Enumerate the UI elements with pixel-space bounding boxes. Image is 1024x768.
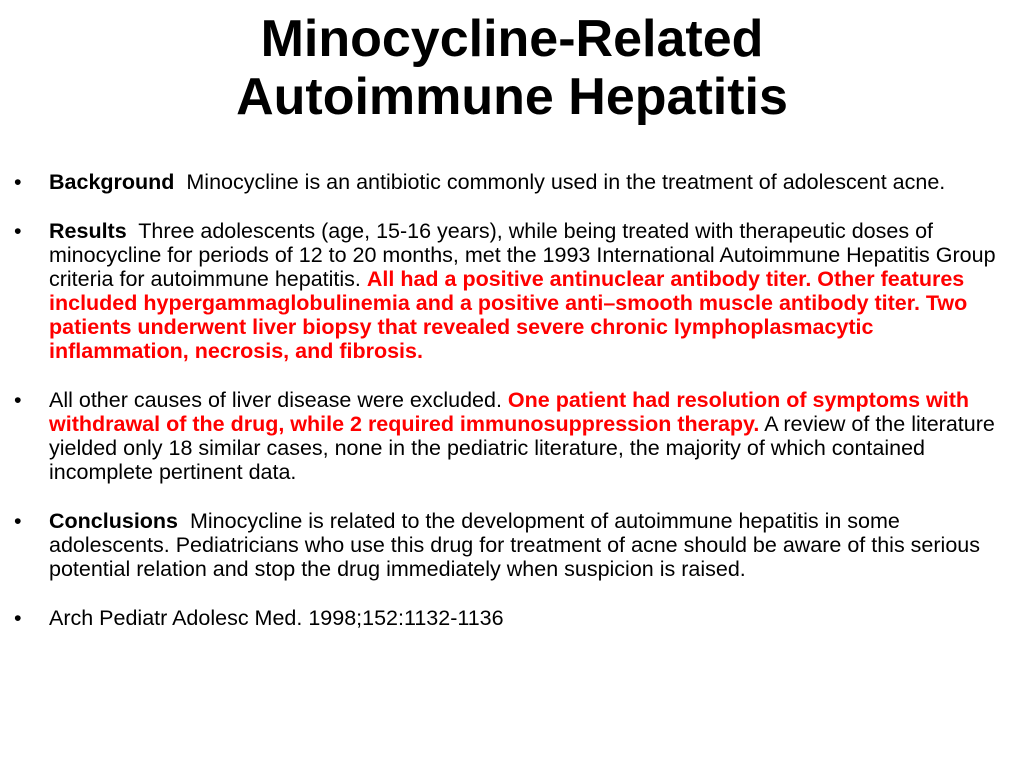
bullet-exclusion bbox=[0, 388, 1024, 484]
slide-title-line-2: Autoimmune Hepatitis bbox=[236, 68, 788, 126]
bullet-text: Three adolescents (age, 15-16 years), while being treated with therapeutic doses of minocycline for periods of 12 to 20 months, met the 1993 International Autoimmune Hepatitis Group criteria for autoimmune hepatitis. bbox=[49, 219, 996, 291]
citation-text: Arch Pediatr Adolesc Med. 1998;152:1132-1136 bbox=[49, 606, 504, 630]
bullet-conclusions bbox=[0, 509, 1024, 581]
bullet-text: Minocycline is an antibiotic commonly used in the treatment of adolescent acne. bbox=[186, 170, 946, 194]
bullet-highlight: All had a positive antinuclear antibody titer. Other features included hypergammaglobulinemia and a positive anti–smooth muscle antibody titer. Two patients underwent liver biopsy that revealed severe chronic lymphoplasmacytic inflammation, necrosis, and fibrosis. bbox=[49, 267, 968, 363]
bullet-results bbox=[0, 219, 1024, 363]
bullet-label: Conclusions bbox=[49, 509, 179, 533]
bullet-text: Minocycline is related to the development of autoimmune hepatitis in some adolescents. Pediatricians who use this drug for treatment of acne should be aware of this serious potential relation and stop the drug immediately when suspicion is raised. bbox=[49, 509, 980, 581]
bullet-label: Results bbox=[49, 219, 127, 243]
bullet-text-after: A review of the literature yielded only 18 similar cases, none in the pediatric literature, the majority of which contained incomplete pertinent data. bbox=[49, 412, 995, 484]
bullet-text: All other causes of liver disease were excluded. bbox=[49, 388, 502, 412]
bullet-label: Background bbox=[49, 170, 175, 194]
bullet-citation bbox=[0, 606, 1024, 630]
slide-title-line-1: Minocycline-Related bbox=[260, 10, 764, 68]
bullet-list bbox=[0, 170, 1024, 655]
slide-title bbox=[0, 10, 1024, 126]
bullet-background bbox=[0, 170, 1024, 194]
bullet-highlight: One patient had resolution of symptoms with withdrawal of the drug, while 2 required immunosuppression therapy. bbox=[49, 388, 970, 436]
